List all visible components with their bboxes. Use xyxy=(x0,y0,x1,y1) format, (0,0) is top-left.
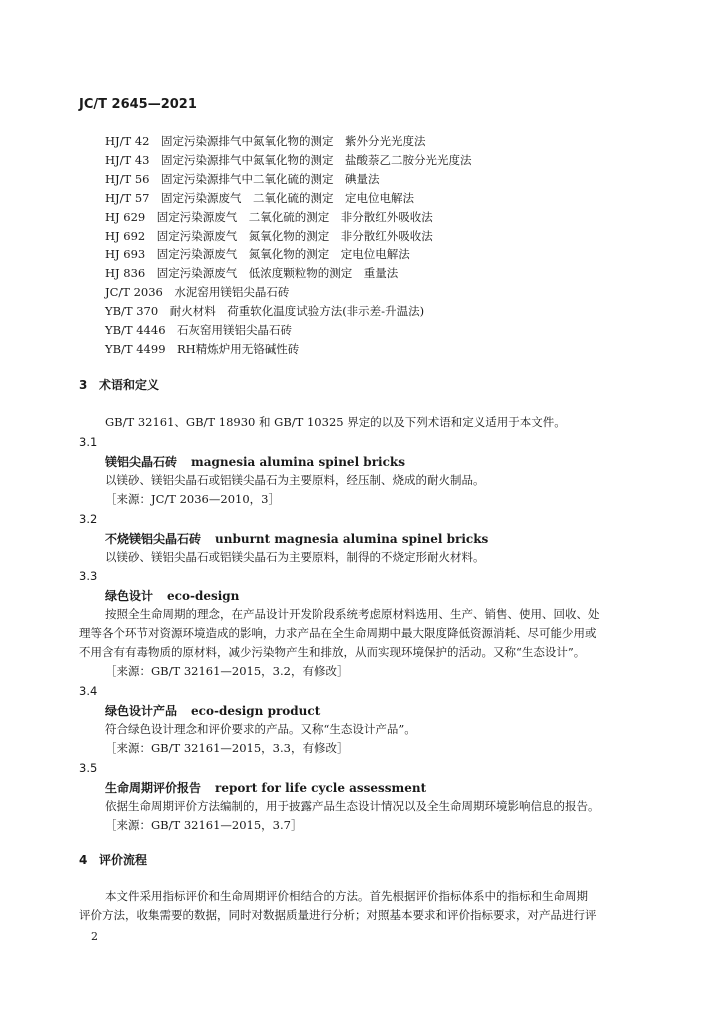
clause-number: 3.5 xyxy=(79,761,98,775)
term-en: eco-design product xyxy=(191,704,321,718)
reference-item: HJ 693 固定污染源废气 氮氧化物的测定 定电位电解法 xyxy=(105,247,410,261)
term-source: ［来源：GB/T 32161—2015，3.7］ xyxy=(105,818,303,832)
term-definition: 以镁砂、镁铝尖晶石或铝镁尖晶石为主要原料，经压制、烧成的耐火制品。 xyxy=(105,473,485,487)
section-3-heading xyxy=(79,376,159,393)
term-definition-line: 按照全生命周期的理念，在产品设计开发阶段系统考虑原材料选用、生产、销售、使用、回收、处 xyxy=(105,607,600,621)
standard-code-header: JC/T 2645—2021 xyxy=(79,97,197,112)
term-definition-line: 不用含有有毒物质的原材料，减少污染物产生和排放，从而实现环境保护的活动。又称“生态设计”。 xyxy=(79,645,586,659)
reference-item: HJ 692 固定污染源废气 氮氧化物的测定 非分散红外吸收法 xyxy=(105,229,433,243)
clause-number: 3.4 xyxy=(79,684,98,698)
term-source: ［来源：GB/T 32161—2015，3.2，有修改］ xyxy=(105,664,349,678)
reference-item: HJ/T 43 固定污染源排气中氮氧化物的测定 盐酸萘乙二胺分光光度法 xyxy=(105,153,472,167)
term-en: report for life cycle assessment xyxy=(215,781,427,795)
term-cn: 绿色设计产品 xyxy=(105,704,178,718)
section-number: 3 xyxy=(79,378,88,392)
term-en: unburnt magnesia alumina spinel bricks xyxy=(215,532,489,546)
clause-number: 3.1 xyxy=(79,435,98,449)
reference-item: HJ 836 固定污染源废气 低浓度颗粒物的测定 重量法 xyxy=(105,266,399,280)
term-definition: 符合绿色设计理念和评价要求的产品。又称“生态设计产品”。 xyxy=(105,722,416,736)
section-3-intro: GB/T 32161、GB/T 18930 和 GB/T 10325 界定的以及下列术语和定义适用于本文件。 xyxy=(105,415,566,429)
clause-number: 3.3 xyxy=(79,569,98,583)
reference-item: YB/T 370 耐火材料 荷重软化温度试验方法(非示差-升温法) xyxy=(105,304,425,318)
reference-item: YB/T 4446 石灰窑用镁铝尖晶石砖 xyxy=(105,323,293,337)
reference-item: HJ/T 57 固定污染源废气 二氧化硫的测定 定电位电解法 xyxy=(105,191,414,205)
term-en: magnesia alumina spinel bricks xyxy=(191,455,405,469)
section-title: 术语和定义 xyxy=(99,378,160,392)
reference-item: HJ/T 56 固定污染源排气中二氧化硫的测定 碘量法 xyxy=(105,172,380,186)
term-cn: 绿色设计 xyxy=(105,589,154,603)
section-title: 评价流程 xyxy=(99,853,148,867)
term-en: eco-design xyxy=(167,589,240,603)
term-cn: 生命周期评价报告 xyxy=(105,781,202,795)
term-definition: 依据生命周期评价方法编制的，用于披露产品生态设计情况以及全生命周期环境影响信息的报告。 xyxy=(105,799,600,813)
reference-item: JC/T 2036 水泥窑用镁铝尖晶石砖 xyxy=(105,285,290,299)
reference-item: HJ/T 42 固定污染源排气中氮氧化物的测定 紫外分光光度法 xyxy=(105,134,426,148)
page-number: 2 xyxy=(91,930,98,943)
term-heading xyxy=(105,587,239,604)
term-heading xyxy=(105,779,426,796)
section-4-body-line: 本文件采用指标评价和生命周期评价相结合的方法。首先根据评价指标体系中的指标和生命周期 xyxy=(105,889,588,903)
term-heading xyxy=(105,702,320,719)
reference-item: HJ 629 固定污染源废气 二氧化硫的测定 非分散红外吸收法 xyxy=(105,210,433,224)
term-heading xyxy=(105,453,405,470)
term-source: ［来源：GB/T 32161—2015，3.3，有修改］ xyxy=(105,741,349,755)
reference-item: YB/T 4499 RH精炼炉用无铬碱性砖 xyxy=(105,342,300,356)
term-definition-line: 理等各个环节对资源环境造成的影响，力求产品在全生命周期中最大限度降低资源消耗、尽可能少用或 xyxy=(79,626,597,640)
term-source: ［来源：JC/T 2036—2010，3］ xyxy=(105,492,280,506)
section-4-heading xyxy=(79,851,147,868)
term-cn: 镁铝尖晶石砖 xyxy=(105,455,178,469)
section-4-body-line: 评价方法，收集需要的数据，同时对数据质量进行分析；对照基本要求和评价指标要求，对产品进行评 xyxy=(79,908,597,922)
term-cn: 不烧镁铝尖晶石砖 xyxy=(105,532,202,546)
term-definition: 以镁砂、镁铝尖晶石或铝镁尖晶石为主要原料，制得的不烧定形耐火材料。 xyxy=(105,550,485,564)
clause-number: 3.2 xyxy=(79,512,98,526)
term-heading xyxy=(105,530,488,547)
section-number: 4 xyxy=(79,853,88,867)
